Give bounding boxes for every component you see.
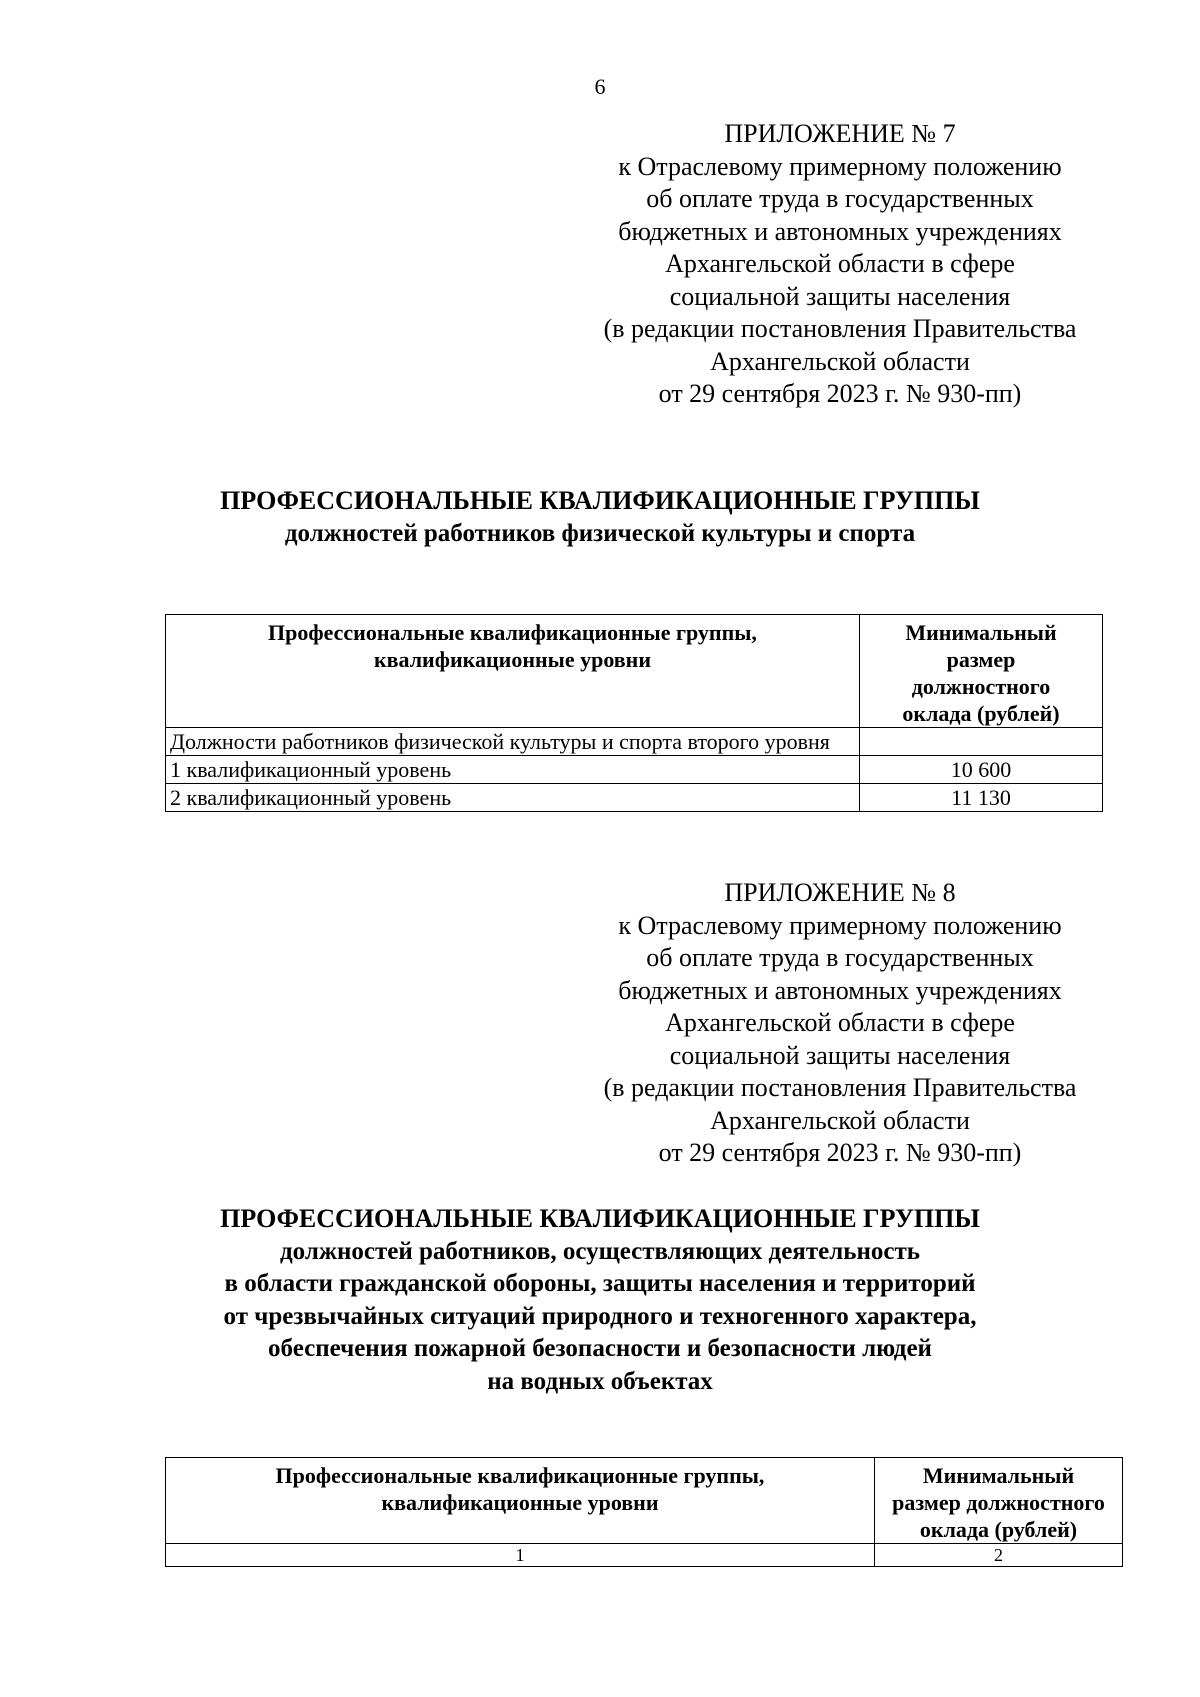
table-7 xyxy=(165,614,1103,812)
header-line: Минимальный xyxy=(905,620,1057,645)
appendix-7-line: бюджетных и автономных учреждениях xyxy=(618,216,1062,246)
header-line: Профессиональные квалификационные группы, xyxy=(275,1463,765,1488)
appendix-8-line: от 29 сентября 2023 г. № 930-пп) xyxy=(658,1138,1022,1167)
appendix-7-line: ПРИЛОЖЕНИЕ № 7 xyxy=(724,119,956,148)
header-line: размер должностного xyxy=(892,1490,1105,1515)
header-line: квалификационные уровни xyxy=(373,647,652,672)
table-row-value: 10 600 xyxy=(860,756,1103,784)
table-row-value xyxy=(860,728,1103,756)
appendix-7-line: Архангельской области в сфере xyxy=(665,249,1015,278)
table-row-label: 1 квалификационный уровень xyxy=(166,756,860,784)
appendix-8-line: об оплате труда в государственных xyxy=(646,943,1034,972)
appendix-8-line: Архангельской области xyxy=(710,1105,970,1135)
appendix-8-block xyxy=(580,877,1100,1170)
table-row-label: 2 квалификационный уровень xyxy=(166,784,860,812)
table-8 xyxy=(165,1457,1123,1567)
section-8-subtitle: от чрезвычайных ситуаций природного и техногенного характера, xyxy=(223,1302,977,1330)
table-row-label: Должности работников физической культуры и спорта второго уровня xyxy=(166,728,860,756)
header-line: квалификационные уровни xyxy=(381,1490,659,1515)
section-8-heading xyxy=(0,1203,1200,1398)
appendix-7-line: к Отраслевому примерному положению xyxy=(618,151,1062,181)
section-8-title: ПРОФЕССИОНАЛЬНЫЕ КВАЛИФИКАЦИОННЫЕ ГРУППЫ xyxy=(220,1204,980,1233)
table-row xyxy=(166,784,1103,812)
table-8-header-col2 xyxy=(875,1458,1123,1544)
table-8-header-col1 xyxy=(166,1458,875,1544)
section-8-subtitle: должностей работников, осуществляющих деятельность xyxy=(280,1237,920,1265)
section-8-subtitle: в области гражданской обороны, защиты населения и территорий xyxy=(224,1270,976,1297)
header-line: оклада (рублей) xyxy=(919,1517,1078,1542)
header-line: оклада (рублей) xyxy=(902,701,1060,726)
appendix-7-line: об оплате труда в государственных xyxy=(646,184,1034,213)
appendix-7-line: Архангельской области xyxy=(710,346,970,376)
table-7-header-row xyxy=(166,615,1103,728)
section-7-heading xyxy=(0,485,1200,550)
column-number: 1 xyxy=(166,1544,875,1567)
appendix-8-line: Архангельской области в сфере xyxy=(665,1008,1015,1037)
header-line: должностного xyxy=(911,674,1051,699)
table-7-header-col1 xyxy=(166,615,860,728)
section-8-subtitle: на водных объектах xyxy=(487,1367,713,1395)
header-line: Профессиональные квалификационные группы, xyxy=(268,620,757,645)
table-8-column-numbers-row xyxy=(166,1544,1123,1567)
section-8-subtitle: обеспечения пожарной безопасности и безопасности людей xyxy=(268,1335,932,1362)
table-row xyxy=(166,756,1103,784)
section-7-subtitle: должностей работников физической культуры и спорта xyxy=(284,519,916,547)
appendix-7-line: (в редакции постановления Правительства xyxy=(603,314,1077,343)
appendix-8-line: (в редакции постановления Правительства xyxy=(603,1073,1077,1102)
appendix-8-line: бюджетных и автономных учреждениях xyxy=(618,975,1062,1005)
appendix-7-line: социальной защиты населения xyxy=(669,281,1011,311)
table-8-header-row xyxy=(166,1458,1123,1544)
appendix-7-line: от 29 сентября 2023 г. № 930-пп) xyxy=(658,379,1022,408)
column-number: 2 xyxy=(875,1544,1123,1567)
table-7-header-col2 xyxy=(860,615,1103,728)
appendix-8-line: ПРИЛОЖЕНИЕ № 8 xyxy=(724,878,956,907)
appendix-8-line: социальной защиты населения xyxy=(669,1040,1011,1070)
page-number: 6 xyxy=(594,74,606,99)
appendix-8-line: к Отраслевому примерному положению xyxy=(618,910,1062,940)
section-7-title: ПРОФЕССИОНАЛЬНЫЕ КВАЛИФИКАЦИОННЫЕ ГРУППЫ xyxy=(220,486,980,515)
table-row-value: 11 130 xyxy=(860,784,1103,812)
header-line: Минимальный xyxy=(922,1463,1075,1488)
table-row xyxy=(166,728,1103,756)
header-line: размер xyxy=(946,647,1016,672)
appendix-7-block xyxy=(580,118,1100,411)
